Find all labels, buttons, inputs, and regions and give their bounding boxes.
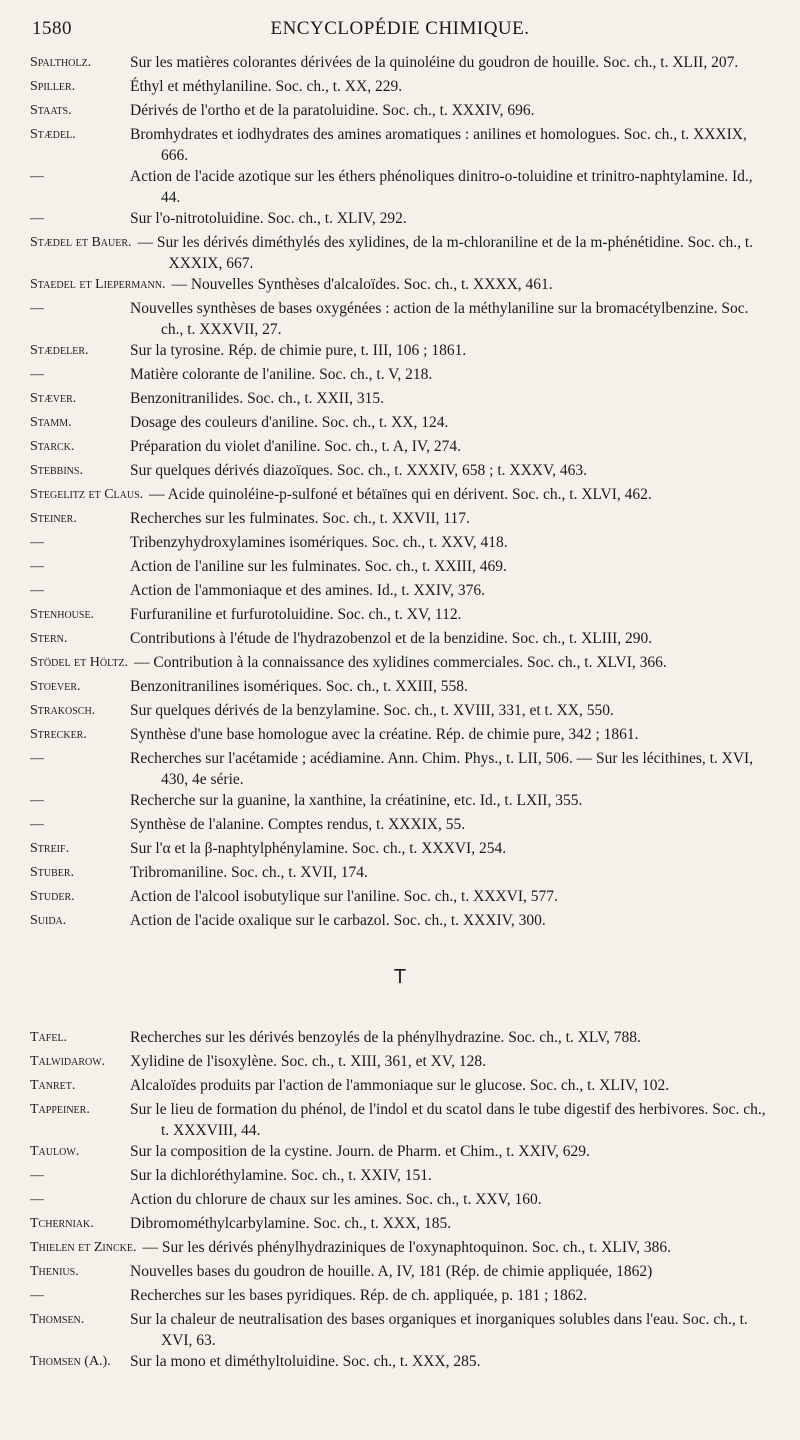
bibliography-entry [30,484,774,508]
bibliography-entry [30,886,774,910]
bibliography-entry [30,1189,774,1213]
entry-author: Stenhouse. [30,607,95,622]
entry-text: Matière colorante de l'aniline. Soc. ch., t. V, 218. [130,366,433,383]
bibliography-entry [30,460,774,484]
entry-text: Préparation du violet d'aniline. Soc. ch., t. A, IV, 274. [130,438,461,455]
entry-text: Action du chlorure de chaux sur les amines. Soc. ch., t. XXV, 160. [130,1191,542,1208]
entry-text: — Acide quinoléine-p-sulfoné et bétaïnes qui en dérivent. Soc. ch., t. XLVI, 462. [149,486,652,503]
entry-author: Starck. [30,439,75,454]
bibliography-entry [30,652,774,676]
entry-author: — [30,301,44,316]
entry-author: Tcherniak. [30,1216,94,1231]
entry-text: Sur quelques dérivés diazoïques. Soc. ch., t. XXXIV, 658 ; t. XXXV, 463. [130,462,588,479]
entry-author: — [30,169,44,184]
entry-text: Benzonitranilines isomériques. Soc. ch., t. XXIII, 558. [130,678,468,695]
entry-author: — [30,211,44,226]
bibliography-entry [30,1237,774,1261]
entry-text: Furfuraniline et furfurotoluidine. Soc. ch., t. XV, 112. [130,606,462,623]
entry-author: Stædel et Bauer. [30,235,132,250]
entry-text: Recherches sur les fulminates. Soc. ch., t. XXVII, 117. [130,510,470,527]
bibliography-entry [30,412,774,436]
bibliography-entry [30,1309,774,1351]
entry-text: Dibromométhylcarbylamine. Soc. ch., t. XXX, 185. [130,1215,452,1232]
entry-text: Contributions à l'étude de l'hydrazobenzol et de la benzidine. Soc. ch., t. XLIII, 290. [130,630,653,647]
entry-text: Recherches sur les bases pyridiques. Rép. de ch. appliquée, p. 181 ; 1862. [130,1287,588,1304]
entry-text: Synthèse d'une base homologue avec la créatine. Rép. de chimie pure, 342 ; 1861. [130,726,639,743]
entry-text: Dosage des couleurs d'aniline. Soc. ch., t. XX, 124. [130,414,449,431]
page-header [32,18,768,48]
entry-author: Thielen et Zincke. [30,1240,137,1255]
entry-text: — Contribution à la connaissance des xylidines commerciales. Soc. ch., t. XLVI, 366. [134,654,667,671]
entry-text: Sur les matières colorantes dérivées de la quinoléine du goudron de houille. Soc. ch., t. XLII, 207. [130,54,739,71]
bibliography-entry [30,1075,774,1099]
entry-author: Thomsen. [30,1312,85,1327]
bibliography-entry [30,838,774,862]
entry-author: Spiller. [30,79,76,94]
entry-text: Xylidine de l'isoxylène. Soc. ch., t. XIII, 361, et XV, 128. [130,1053,486,1070]
entry-author: — [30,535,44,550]
bibliography-entry [30,700,774,724]
entry-author: — [30,817,44,832]
entry-author: — [30,1288,44,1303]
bibliography-list-s [30,52,774,934]
bibliography-entry [30,1141,774,1165]
entry-author: — [30,559,44,574]
entry-author: Thenius. [30,1264,79,1279]
bibliography-entry [30,232,774,274]
entry-author: Stern. [30,631,68,646]
bibliography-entry [30,208,774,232]
entry-text: Sur l'α et la β-naphtylphénylamine. Soc. ch., t. XXXVI, 254. [130,840,507,857]
entry-text: Action de l'ammoniaque et des amines. Id., t. XXIV, 376. [130,582,486,599]
entry-author: Thomsen (A.). [30,1354,111,1369]
entry-text: Sur quelques dérivés de la benzylamine. Soc. ch., t. XVIII, 331, et t. XX, 550. [130,702,614,719]
bibliography-entry [30,508,774,532]
entry-text: Action de l'aniline sur les fulminates. Soc. ch., t. XXIII, 469. [130,558,507,575]
entry-author: Tanret. [30,1078,76,1093]
bibliography-entry [30,790,774,814]
bibliography-entry [30,388,774,412]
bibliography-entry [30,748,774,790]
bibliography-entry [30,628,774,652]
entry-text: — Nouvelles Synthèses d'alcaloïdes. Soc. ch., t. XXXX, 461. [171,276,553,293]
bibliography-entry [30,52,774,76]
entry-text: — Sur les dérivés phénylhydraziniques de l'oxynaphtoquinon. Soc. ch., t. XLIV, 386. [142,1239,672,1256]
entry-text: Bromhydrates et iodhydrates des amines aromatiques : anilines et homologues. Soc. ch., t. XXXIX, 666. [130,126,747,164]
bibliography-entry [30,76,774,100]
entry-text: Sur le lieu de formation du phénol, de l'indol et du scatol dans le tube digestif des herbivores. Soc. ch., t. XXXVIII, 44. [130,1101,766,1139]
entry-author: — [30,583,44,598]
entry-author: — [30,367,44,382]
bibliography-entry [30,274,774,298]
bibliography-entry [30,676,774,700]
entry-text: Action de l'alcool isobutylique sur l'aniline. Soc. ch., t. XXXVI, 577. [130,888,558,905]
bibliography-entry [30,1213,774,1237]
bibliography-entry [30,1027,774,1051]
entry-author: Stamm. [30,415,72,430]
entry-text: Tribenzyhydroxylamines isomériques. Soc. ch., t. XXV, 418. [130,534,508,551]
bibliography-entry [30,862,774,886]
bibliography-entry [30,124,774,166]
entry-text: Action de l'acide oxalique sur le carbazol. Soc. ch., t. XXXIV, 300. [130,912,546,929]
entry-author: Stædel. [30,127,76,142]
entry-author: — [30,793,44,808]
bibliography-entry [30,436,774,460]
entry-author: Steiner. [30,511,77,526]
entry-text: Sur la dichloréthylamine. Soc. ch., t. XXIV, 151. [130,1167,432,1184]
entry-text: Sur la mono et diméthyltoluidine. Soc. ch., t. XXX, 285. [130,1353,481,1370]
entry-author: Talwidarow. [30,1054,106,1069]
section-letter: T [393,966,407,988]
bibliography-entry [30,604,774,628]
entry-text: Éthyl et méthylaniline. Soc. ch., t. XX, 229. [130,78,403,95]
bibliography-entry [30,1285,774,1309]
entry-text: — Sur les dérivés diméthylés des xylidines, de la m-chloraniline et de la m-phénétidine. Soc. ch., t. XXXIX, 667. [137,234,754,272]
bibliography-entry [30,532,774,556]
entry-text: Nouvelles bases du goudron de houille. A, IV, 181 (Rép. de chimie appliquée, 1862) [130,1263,653,1280]
entry-text: Nouvelles synthèses de bases oxygénées : action de la méthylaniline sur la bromacétylbenzine. Soc. ch., t. XXXVII, 27. [130,300,749,338]
bibliography-entry [30,580,774,604]
bibliography-entry [30,298,774,340]
entry-text: Dérivés de l'ortho et de la paratoluidine. Soc. ch., t. XXXIV, 696. [130,102,535,119]
entry-author: Strakosch. [30,703,96,718]
entry-author: Tappeiner. [30,1102,90,1117]
entry-text: Sur l'o-nitrotoluidine. Soc. ch., t. XLIV, 292. [130,210,407,227]
page-number: 1580 [32,18,72,39]
bibliography-entry [30,1165,774,1189]
entry-author: Strecker. [30,727,87,742]
bibliography-entry [30,100,774,124]
entry-author: Stuber. [30,865,75,880]
bibliography-entry [30,910,774,934]
bibliography-entry [30,814,774,838]
entry-text: Sur la tyrosine. Rép. de chimie pure, t. III, 106 ; 1861. [130,342,467,359]
entry-text: Recherches sur l'acétamide ; acédiamine. Ann. Chim. Phys., t. LII, 506. — Sur les lécithines, t. XVI, 430, 4e série. [130,750,754,788]
entry-text: Alcaloïdes produits par l'action de l'ammoniaque sur le glucose. Soc. ch., t. XLIV, 102. [130,1077,670,1094]
entry-text: Sur la composition de la cystine. Journ. de Pharm. et Chim., t. XXIV, 629. [130,1143,590,1160]
entry-text: Recherches sur les dérivés benzoylés de la phénylhydrazine. Soc. ch., t. XLV, 788. [130,1029,641,1046]
entry-author: Suida. [30,913,67,928]
bibliography-entry [30,1099,774,1141]
entry-author: Tafel. [30,1030,68,1045]
running-title: ENCYCLOPÉDIE CHIMIQUE. [270,18,530,39]
entry-text: Tribromaniline. Soc. ch., t. XVII, 174. [130,864,368,881]
entry-author: — [30,1168,44,1183]
bibliography-entry [30,1261,774,1285]
entry-author: Studer. [30,889,75,904]
bibliography-entry [30,340,774,364]
entry-author: Streif. [30,841,70,856]
bibliography-entry [30,1351,774,1375]
bibliography-entry [30,364,774,388]
bibliography-entry [30,166,774,208]
bibliography-list-t [30,1027,774,1375]
entry-author: Stödel et Höltz. [30,655,129,670]
entry-author: Stædeler. [30,343,89,358]
entry-text: Benzonitranilides. Soc. ch., t. XXII, 315. [130,390,384,407]
entry-author: Staats. [30,103,72,118]
entry-author: Stegelitz et Claus. [30,487,144,502]
entry-author: Taulow. [30,1144,80,1159]
entry-author: Stoever. [30,679,81,694]
entry-text: Sur la chaleur de neutralisation des bases organiques et inorganiques solubles dans l'eau. Soc. ch., t. XVI, 63. [130,1311,748,1349]
entry-author: — [30,1192,44,1207]
entry-author: Stæver. [30,391,77,406]
entry-author: Stebbins. [30,463,83,478]
entry-text: Recherche sur la guanine, la xanthine, la créatinine, etc. Id., t. LXII, 355. [130,792,583,809]
entry-author: — [30,751,44,766]
entry-text: Action de l'acide azotique sur les éthers phénoliques dinitro-o-toluidine et trinitro-naphtylamine. Id., 44. [130,168,753,206]
entry-text: Synthèse de l'alanine. Comptes rendus, t. XXXIX, 55. [130,816,466,833]
bibliography-entry [30,724,774,748]
entry-author: Spaltholz. [30,55,92,70]
bibliography-entry [30,1051,774,1075]
bibliography-entry [30,556,774,580]
entry-author: Staedel et Liepermann. [30,277,166,292]
